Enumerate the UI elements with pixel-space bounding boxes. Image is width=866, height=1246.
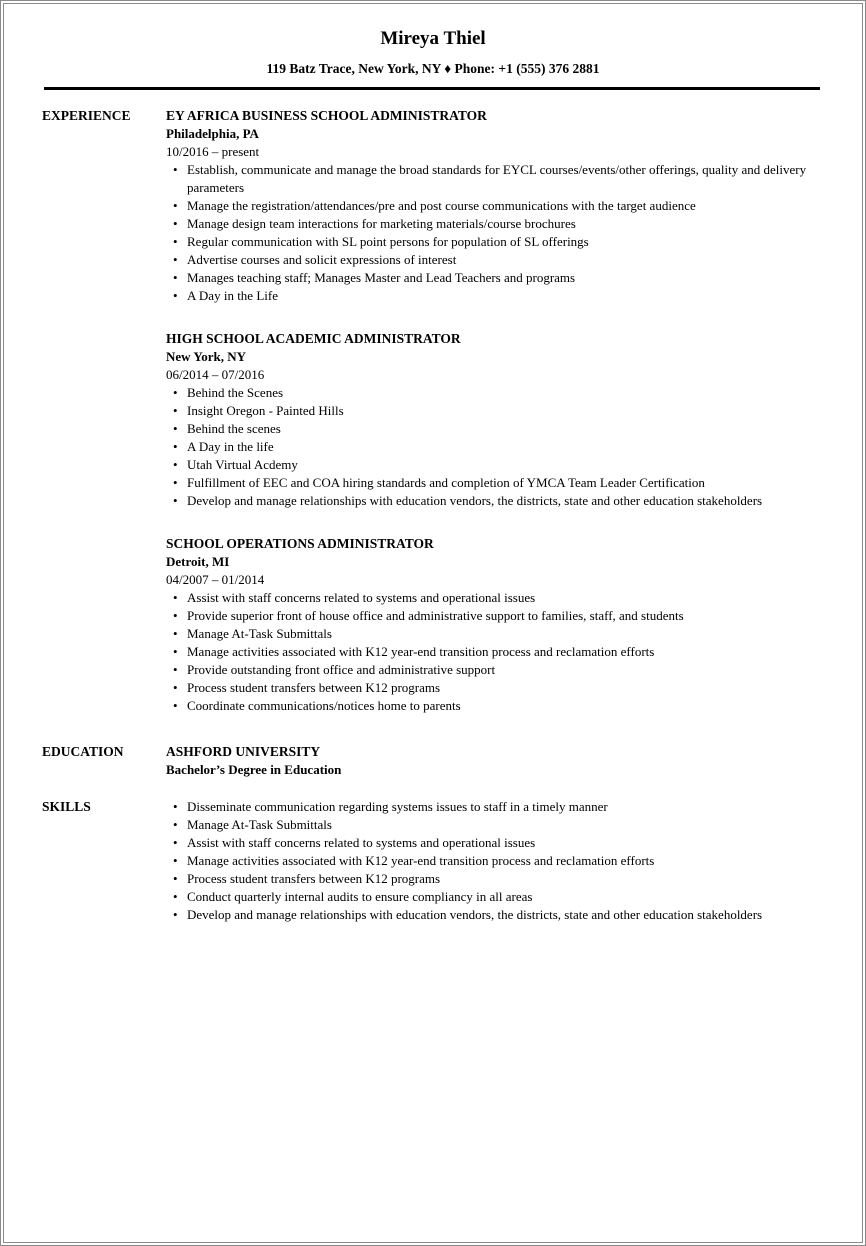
bullet-item: • Assist with staff concerns related to systems and operational issues	[166, 834, 818, 852]
bullet-item: • Manage activities associated with K12 year-end transition process and reclamation efforts	[166, 852, 818, 870]
bullet-item: • Advertise courses and solicit expressions of interest	[166, 251, 818, 269]
bullet-item: • Manage activities associated with K12 year-end transition process and reclamation efforts	[166, 643, 818, 661]
bullet-item: • Fulfillment of EEC and COA hiring standards and completion of YMCA Team Leader Certification	[166, 474, 818, 492]
degree: Bachelor’s Degree in Education	[166, 762, 342, 777]
job-dates: 10/2016 – present	[166, 144, 260, 159]
bullet-item: • Manage the registration/attendances/pre and post course communications with the target audience	[166, 197, 818, 215]
job-location: Detroit, MI	[166, 554, 230, 569]
job-bullets	[166, 384, 818, 510]
bullet-item: • Provide outstanding front office and administrative support	[166, 661, 818, 679]
job-title: EY AFRICA BUSINESS SCHOOL ADMINISTRATOR	[166, 108, 487, 123]
bullet-item: • Manage At-Task Submittals	[166, 625, 818, 643]
bullet-item: • Develop and manage relationships with education vendors, the districts, state and other education stakeholders	[166, 492, 818, 510]
section-experience	[42, 107, 818, 715]
bullet-item: • Manages teaching staff; Manages Master and Lead Teachers and programs	[166, 269, 818, 287]
bullet-item: • Behind the Scenes	[166, 384, 818, 402]
bullet-item: • Provide superior front of house office and administrative support to families, staff, and students	[166, 607, 818, 625]
resume-body	[4, 90, 862, 924]
page-inner-border	[3, 3, 863, 1243]
section-education	[42, 743, 818, 779]
bullet-item: • Process student transfers between K12 programs	[166, 679, 818, 697]
skills-content	[166, 798, 818, 924]
job-entry	[166, 330, 818, 510]
job-title: HIGH SCHOOL ACADEMIC ADMINISTRATOR	[166, 331, 461, 346]
bullet-item: • Insight Oregon - Painted Hills	[166, 402, 818, 420]
bullet-item: • Manage At-Task Submittals	[166, 816, 818, 834]
bullet-item: • Manage design team interactions for marketing materials/course brochures	[166, 215, 818, 233]
skills-label: SKILLS	[42, 799, 91, 814]
job-entry	[166, 535, 818, 715]
bullet-item: • Assist with staff concerns related to systems and operational issues	[166, 589, 818, 607]
job-dates: 04/2007 – 01/2014	[166, 572, 265, 587]
bullet-item: • Process student transfers between K12 programs	[166, 870, 818, 888]
bullet-item: • Coordinate communications/notices home to parents	[166, 697, 818, 715]
education-label: EDUCATION	[42, 744, 124, 759]
job-dates: 06/2014 – 07/2016	[166, 367, 265, 382]
bullet-item: • Conduct quarterly internal audits to ensure compliancy in all areas	[166, 888, 818, 906]
bullet-item: • A Day in the Life	[166, 287, 818, 305]
job-entry	[166, 107, 818, 305]
job-bullets	[166, 589, 818, 715]
bullet-item: • Utah Virtual Acdemy	[166, 456, 818, 474]
section-skills	[42, 798, 818, 924]
resume-header	[4, 28, 862, 90]
skills-list	[166, 798, 818, 924]
bullet-item: • A Day in the life	[166, 438, 818, 456]
job-bullets	[166, 161, 818, 305]
bullet-item: • Disseminate communication regarding systems issues to staff in a timely manner	[166, 798, 818, 816]
experience-label: EXPERIENCE	[42, 108, 131, 123]
contact-line: 119 Batz Trace, New York, NY ♦ Phone: +1 (555) 376 2881	[266, 61, 600, 76]
bullet-item: • Develop and manage relationships with education vendors, the districts, state and other education stakeholders	[166, 906, 818, 924]
experience-content	[166, 107, 818, 715]
job-location: Philadelphia, PA	[166, 126, 259, 141]
job-location: New York, NY	[166, 349, 247, 364]
bullet-item: • Behind the scenes	[166, 420, 818, 438]
job-title: SCHOOL OPERATIONS ADMINISTRATOR	[166, 536, 434, 551]
bullet-item: • Establish, communicate and manage the broad standards for EYCL courses/events/other offerings, quality and delivery parameters	[166, 161, 818, 197]
candidate-name: Mireya Thiel	[380, 28, 486, 49]
bullet-item: • Regular communication with SL point persons for population of SL offerings	[166, 233, 818, 251]
school-name: ASHFORD UNIVERSITY	[166, 744, 321, 759]
education-content	[166, 743, 818, 779]
